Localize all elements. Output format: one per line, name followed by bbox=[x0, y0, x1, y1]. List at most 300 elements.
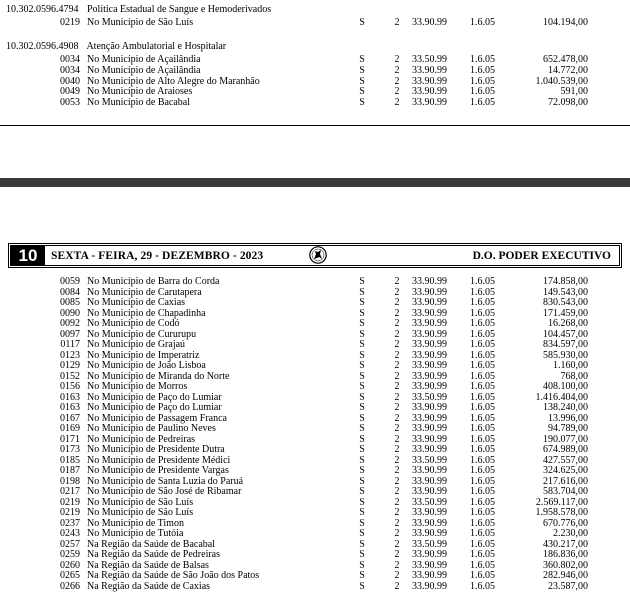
row-element: 33.90.99 bbox=[412, 580, 447, 592]
row-location: No Município de Presidente Médici bbox=[87, 454, 231, 466]
row-location: No Município de São Luís bbox=[87, 507, 194, 518]
row-location: No Município de Tutóia bbox=[87, 528, 184, 539]
row-value: 1.958.578,00 bbox=[535, 507, 588, 518]
program-heading bbox=[6, 4, 277, 16]
row-code: 0059 bbox=[60, 276, 80, 287]
row-location: No Município de Presidente Dutra bbox=[87, 444, 225, 455]
row-sphere: S bbox=[359, 517, 365, 529]
row-sphere: S bbox=[359, 64, 365, 76]
table-row bbox=[0, 98, 630, 108]
row-group: 2 bbox=[394, 475, 400, 487]
row-value: 282.946,00 bbox=[543, 570, 588, 581]
row-sphere: S bbox=[359, 454, 365, 466]
row-element: 33.90.99 bbox=[412, 475, 447, 487]
row-location: No Município de Pedreiras bbox=[87, 433, 196, 445]
row-sphere: S bbox=[359, 370, 365, 382]
row-source: 1.6.05 bbox=[470, 507, 495, 518]
row-group: 2 bbox=[394, 64, 400, 76]
row-group: 2 bbox=[394, 496, 400, 508]
row-code: 0123 bbox=[60, 349, 80, 361]
row-source: 1.6.05 bbox=[470, 454, 495, 466]
row-location: No Município de Araioses bbox=[87, 86, 193, 98]
row-location: No Município de São Luís bbox=[87, 496, 194, 508]
row-source: 1.6.05 bbox=[470, 370, 495, 382]
table-row bbox=[0, 277, 630, 287]
row-code: 0097 bbox=[60, 328, 80, 340]
row-source: 1.6.05 bbox=[470, 465, 495, 476]
row-code: 0260 bbox=[60, 559, 80, 571]
row-element: 33.90.99 bbox=[412, 370, 447, 382]
row-sphere: S bbox=[359, 412, 365, 424]
row-source: 1.6.05 bbox=[470, 423, 495, 434]
row-value: 13.996,00 bbox=[548, 412, 588, 424]
row-element: 33.50.99 bbox=[412, 54, 447, 65]
row-code: 0198 bbox=[60, 475, 80, 487]
table-row bbox=[0, 529, 630, 539]
row-location: Na Região da Saúde de Caxias bbox=[87, 580, 211, 592]
row-code: 0171 bbox=[60, 433, 80, 445]
row-source: 1.6.05 bbox=[470, 391, 495, 403]
row-source: 1.6.05 bbox=[470, 412, 495, 424]
table-row bbox=[0, 477, 630, 487]
row-code: 0092 bbox=[60, 318, 80, 329]
row-code: 0117 bbox=[60, 339, 80, 350]
row-code: 0053 bbox=[60, 97, 80, 109]
row-code: 0034 bbox=[60, 64, 80, 76]
row-code: 0187 bbox=[60, 465, 80, 476]
row-source: 1.6.05 bbox=[470, 54, 495, 65]
row-group: 2 bbox=[394, 423, 400, 434]
row-code: 0237 bbox=[60, 517, 80, 529]
row-location: No Município de João Lisboa bbox=[87, 360, 206, 371]
row-code: 0034 bbox=[60, 54, 80, 65]
table-row bbox=[0, 456, 630, 466]
row-code: 0156 bbox=[60, 381, 80, 392]
row-element: 33.90.99 bbox=[412, 423, 447, 434]
row-group: 2 bbox=[394, 507, 400, 518]
row-sphere: S bbox=[359, 465, 365, 476]
row-source: 1.6.05 bbox=[470, 433, 495, 445]
row-value: 2.569.117,00 bbox=[535, 496, 588, 508]
row-group: 2 bbox=[394, 580, 400, 592]
row-element: 33.90.99 bbox=[412, 276, 447, 287]
row-sphere: S bbox=[359, 402, 365, 413]
program-title: Atenção Ambulatorial e Hospitalar bbox=[86, 41, 227, 52]
row-location: No Município de Presidente Vargas bbox=[87, 465, 229, 476]
row-value: 174.858,00 bbox=[543, 276, 588, 287]
row-sphere: S bbox=[359, 349, 365, 361]
row-source: 1.6.05 bbox=[470, 360, 495, 371]
row-element: 33.90.99 bbox=[412, 570, 447, 581]
table-row bbox=[0, 319, 630, 329]
row-element: 33.50.99 bbox=[412, 391, 447, 403]
row-source: 1.6.05 bbox=[470, 297, 495, 308]
row-location: No Município de Passagem Franca bbox=[87, 412, 227, 424]
page-number: 10 bbox=[11, 246, 45, 265]
table-row bbox=[0, 288, 630, 298]
row-sphere: S bbox=[359, 475, 365, 487]
row-value: 23.587,00 bbox=[548, 580, 588, 592]
row-element: 33.90.99 bbox=[412, 64, 447, 76]
row-code: 0152 bbox=[60, 370, 80, 382]
row-code: 0219 bbox=[60, 507, 80, 518]
row-element: 33.90.99 bbox=[412, 517, 447, 529]
row-code: 0243 bbox=[60, 528, 80, 539]
row-sphere: S bbox=[359, 318, 365, 329]
row-code: 0217 bbox=[60, 486, 80, 497]
row-source: 1.6.05 bbox=[470, 559, 495, 571]
row-value: 1.160,00 bbox=[553, 360, 588, 371]
row-source: 1.6.05 bbox=[470, 318, 495, 329]
table-row bbox=[0, 487, 630, 497]
row-source: 1.6.05 bbox=[470, 97, 495, 109]
row-element: 33.90.99 bbox=[412, 444, 447, 455]
row-group: 2 bbox=[394, 318, 400, 329]
row-value: 190.077,00 bbox=[543, 433, 588, 445]
row-group: 2 bbox=[394, 349, 400, 361]
table-row bbox=[0, 435, 630, 445]
row-sphere: S bbox=[359, 559, 365, 571]
row-sphere: S bbox=[359, 328, 365, 340]
row-group: 2 bbox=[394, 559, 400, 571]
row-group: 2 bbox=[394, 370, 400, 382]
row-code: 0129 bbox=[60, 360, 80, 371]
table-row bbox=[0, 466, 630, 476]
row-element: 33.90.99 bbox=[412, 412, 447, 424]
row-value: 94.789,00 bbox=[548, 423, 588, 434]
row-location: No Município de São Luís bbox=[87, 17, 194, 28]
row-group: 2 bbox=[394, 75, 400, 87]
row-value: 408.100,00 bbox=[543, 381, 588, 392]
row-source: 1.6.05 bbox=[470, 328, 495, 340]
row-value: 768,00 bbox=[560, 370, 588, 382]
row-element: 33.90.99 bbox=[412, 465, 447, 476]
row-sphere: S bbox=[359, 381, 365, 392]
row-sphere: S bbox=[359, 286, 365, 298]
row-value: 674.989,00 bbox=[543, 444, 588, 455]
row-group: 2 bbox=[394, 570, 400, 581]
row-group: 2 bbox=[394, 381, 400, 392]
row-group: 2 bbox=[394, 433, 400, 445]
row-code: 0266 bbox=[60, 580, 80, 592]
row-group: 2 bbox=[394, 339, 400, 350]
row-location: No Município de Timon bbox=[87, 517, 184, 529]
row-element: 33.90.99 bbox=[412, 433, 447, 445]
table-row bbox=[0, 519, 630, 529]
row-source: 1.6.05 bbox=[470, 549, 495, 560]
row-code: 0173 bbox=[60, 444, 80, 455]
row-code: 0167 bbox=[60, 412, 80, 424]
program-code: 10.302.0596.4908 bbox=[6, 41, 79, 52]
row-source: 1.6.05 bbox=[470, 528, 495, 539]
table-row bbox=[0, 55, 630, 65]
row-element: 33.50.99 bbox=[412, 454, 447, 466]
row-sphere: S bbox=[359, 54, 365, 65]
row-value: 186.836,00 bbox=[543, 549, 588, 560]
row-location: No Município de Alto Alegre do Maranhão bbox=[87, 75, 260, 87]
row-location: No Município de Grajaú bbox=[87, 339, 186, 350]
row-group: 2 bbox=[394, 276, 400, 287]
row-value: 583.704,00 bbox=[543, 486, 588, 497]
table-row bbox=[0, 372, 630, 382]
row-group: 2 bbox=[394, 297, 400, 308]
row-location: Na Região da Saúde de Bacabal bbox=[87, 538, 216, 550]
row-location: No Município de Imperatriz bbox=[87, 349, 200, 361]
row-group: 2 bbox=[394, 97, 400, 109]
row-element: 33.90.99 bbox=[412, 349, 447, 361]
row-sphere: S bbox=[359, 75, 365, 87]
row-code: 0219 bbox=[60, 496, 80, 508]
row-element: 33.90.99 bbox=[412, 297, 447, 308]
row-element: 33.90.99 bbox=[412, 17, 447, 28]
row-sphere: S bbox=[359, 486, 365, 497]
row-sphere: S bbox=[359, 570, 365, 581]
row-group: 2 bbox=[394, 360, 400, 371]
row-value: 670.776,00 bbox=[543, 517, 588, 529]
row-source: 1.6.05 bbox=[470, 444, 495, 455]
table-row bbox=[0, 498, 630, 508]
table-row bbox=[0, 382, 630, 392]
row-source: 1.6.05 bbox=[470, 64, 495, 76]
row-group: 2 bbox=[394, 391, 400, 403]
row-code: 0163 bbox=[60, 391, 80, 403]
row-source: 1.6.05 bbox=[470, 349, 495, 361]
row-value: 171.459,00 bbox=[543, 307, 588, 319]
row-location: No Município de Caxias bbox=[87, 297, 186, 308]
row-code: 0219 bbox=[60, 17, 80, 28]
row-group: 2 bbox=[394, 86, 400, 98]
row-group: 2 bbox=[394, 412, 400, 424]
row-value: 834.597,00 bbox=[543, 339, 588, 350]
row-value: 360.802,00 bbox=[543, 559, 588, 571]
program-code: 10.302.0596.4794 bbox=[6, 4, 79, 15]
row-location: No Município de Açailândia bbox=[87, 54, 201, 65]
row-element: 33.90.99 bbox=[412, 318, 447, 329]
row-value: 104.457,00 bbox=[543, 328, 588, 340]
row-element: 33.90.99 bbox=[412, 381, 447, 392]
row-element: 33.90.99 bbox=[412, 402, 447, 413]
row-value: 104.194,00 bbox=[543, 17, 588, 28]
row-source: 1.6.05 bbox=[470, 496, 495, 508]
row-element: 33.50.99 bbox=[412, 538, 447, 550]
table-row bbox=[0, 403, 630, 413]
row-source: 1.6.05 bbox=[470, 570, 495, 581]
row-source: 1.6.05 bbox=[470, 580, 495, 592]
row-sphere: S bbox=[359, 444, 365, 455]
row-element: 33.90.99 bbox=[412, 549, 447, 560]
row-sphere: S bbox=[359, 307, 365, 319]
row-location: No Município de Paulino Neves bbox=[87, 423, 216, 434]
table-row bbox=[0, 561, 630, 571]
row-value: 217.616,00 bbox=[543, 475, 588, 487]
row-location: No Município de Miranda do Norte bbox=[87, 370, 230, 382]
row-element: 33.90.99 bbox=[412, 339, 447, 350]
row-location: Na Região da Saúde de São João dos Patos bbox=[87, 570, 260, 581]
row-value: 16.268,00 bbox=[548, 318, 588, 329]
row-value: 149.543,00 bbox=[543, 286, 588, 298]
table-row bbox=[0, 87, 630, 97]
row-source: 1.6.05 bbox=[470, 75, 495, 87]
row-sphere: S bbox=[359, 507, 365, 518]
row-location: No Município de Paço do Lumiar bbox=[87, 391, 222, 403]
row-group: 2 bbox=[394, 328, 400, 340]
row-code: 0163 bbox=[60, 402, 80, 413]
row-element: 33.90.99 bbox=[412, 286, 447, 298]
row-sphere: S bbox=[359, 339, 365, 350]
row-group: 2 bbox=[394, 444, 400, 455]
row-code: 0259 bbox=[60, 549, 80, 560]
row-location: No Município de Morros bbox=[87, 381, 188, 392]
row-group: 2 bbox=[394, 307, 400, 319]
row-value: 2.230,00 bbox=[553, 528, 588, 539]
program-title: Política Estadual de Sangue e Hemoderivados bbox=[87, 4, 272, 15]
row-source: 1.6.05 bbox=[470, 86, 495, 98]
row-code: 0090 bbox=[60, 307, 80, 319]
row-code: 0185 bbox=[60, 454, 80, 466]
row-location: No Município de Carutapera bbox=[87, 286, 202, 298]
row-location: No Município de Paço do Lumiar bbox=[87, 402, 222, 413]
row-sphere: S bbox=[359, 86, 365, 98]
row-element: 33.90.99 bbox=[412, 75, 447, 87]
table-row bbox=[0, 351, 630, 361]
row-sphere: S bbox=[359, 538, 365, 550]
row-code: 0084 bbox=[60, 286, 80, 298]
table-row bbox=[0, 77, 630, 87]
row-sphere: S bbox=[359, 276, 365, 287]
row-element: 33.50.99 bbox=[412, 496, 447, 508]
row-group: 2 bbox=[394, 465, 400, 476]
table-row bbox=[0, 309, 630, 319]
row-group: 2 bbox=[394, 17, 400, 28]
row-value: 652.478,00 bbox=[543, 54, 588, 65]
row-sphere: S bbox=[359, 433, 365, 445]
row-code: 0265 bbox=[60, 570, 80, 581]
table-row bbox=[0, 424, 630, 434]
row-group: 2 bbox=[394, 54, 400, 65]
row-group: 2 bbox=[394, 286, 400, 298]
row-code: 0169 bbox=[60, 423, 80, 434]
row-element: 33.90.99 bbox=[412, 307, 447, 319]
table-row bbox=[0, 298, 630, 308]
row-location: No Município de Santa Luzia do Paruá bbox=[87, 475, 244, 487]
row-element: 33.90.99 bbox=[412, 97, 447, 109]
row-location: No Município de Bacabal bbox=[87, 97, 191, 109]
row-value: 1.416.404,00 bbox=[535, 391, 588, 403]
row-value: 427.557,00 bbox=[543, 454, 588, 466]
row-source: 1.6.05 bbox=[470, 381, 495, 392]
row-value: 585.930,00 bbox=[543, 349, 588, 361]
table-row bbox=[0, 445, 630, 455]
row-source: 1.6.05 bbox=[470, 339, 495, 350]
row-group: 2 bbox=[394, 402, 400, 413]
row-source: 1.6.05 bbox=[470, 402, 495, 413]
row-source: 1.6.05 bbox=[470, 475, 495, 487]
section-divider bbox=[0, 125, 630, 126]
row-code: 0085 bbox=[60, 297, 80, 308]
row-code: 0049 bbox=[60, 86, 80, 98]
row-sphere: S bbox=[359, 580, 365, 592]
row-group: 2 bbox=[394, 454, 400, 466]
row-value: 1.040.539,00 bbox=[535, 75, 588, 87]
table-row bbox=[0, 550, 630, 560]
row-source: 1.6.05 bbox=[470, 538, 495, 550]
table-row bbox=[0, 508, 630, 518]
row-source: 1.6.05 bbox=[470, 486, 495, 497]
row-group: 2 bbox=[394, 549, 400, 560]
row-location: No Município de Chapadinha bbox=[87, 307, 206, 319]
row-value: 72.098,00 bbox=[548, 97, 588, 109]
table-row bbox=[0, 571, 630, 581]
row-source: 1.6.05 bbox=[470, 276, 495, 287]
row-value: 830.543,00 bbox=[543, 297, 588, 308]
row-sphere: S bbox=[359, 360, 365, 371]
row-location: Na Região da Saúde de Pedreiras bbox=[87, 549, 221, 560]
row-value: 591,00 bbox=[560, 86, 588, 98]
row-source: 1.6.05 bbox=[470, 17, 495, 28]
row-value: 430.217,00 bbox=[543, 538, 588, 550]
table-row bbox=[0, 361, 630, 371]
row-sphere: S bbox=[359, 423, 365, 434]
table-row bbox=[0, 540, 630, 550]
row-element: 33.90.99 bbox=[412, 86, 447, 98]
row-code: 0257 bbox=[60, 538, 80, 550]
table-row bbox=[0, 414, 630, 424]
row-location: No Município de Açailândia bbox=[87, 64, 201, 76]
row-value: 324.625,00 bbox=[543, 465, 588, 476]
row-sphere: S bbox=[359, 391, 365, 403]
row-location: No Município de Codó bbox=[87, 318, 180, 329]
row-source: 1.6.05 bbox=[470, 517, 495, 529]
table-row bbox=[0, 66, 630, 76]
row-source: 1.6.05 bbox=[470, 286, 495, 298]
row-element: 33.90.99 bbox=[412, 486, 447, 497]
row-sphere: S bbox=[359, 549, 365, 560]
row-value: 14.772,00 bbox=[548, 64, 588, 76]
coat-of-arms-icon bbox=[309, 246, 327, 264]
row-group: 2 bbox=[394, 538, 400, 550]
row-location: No Município de Barra do Corda bbox=[87, 276, 220, 287]
page-break-bar bbox=[0, 178, 630, 187]
row-element: 33.90.99 bbox=[412, 507, 447, 518]
row-element: 33.90.99 bbox=[412, 328, 447, 340]
table-row bbox=[0, 393, 630, 403]
program-heading bbox=[6, 41, 232, 53]
publication-name: D.O. PODER EXECUTIVO bbox=[472, 249, 611, 262]
row-location: Na Região da Saúde de Balsas bbox=[87, 559, 209, 571]
row-element: 33.90.99 bbox=[412, 360, 447, 371]
row-sphere: S bbox=[359, 297, 365, 308]
row-sphere: S bbox=[359, 97, 365, 109]
row-code: 0040 bbox=[60, 75, 80, 87]
row-sphere: S bbox=[359, 496, 365, 508]
row-location: No Município de Cururupu bbox=[87, 328, 197, 340]
row-sphere: S bbox=[359, 17, 365, 28]
row-element: 33.90.99 bbox=[412, 559, 447, 571]
row-sphere: S bbox=[359, 528, 365, 539]
page-header bbox=[8, 243, 622, 268]
row-element: 33.90.99 bbox=[412, 528, 447, 539]
table-row bbox=[0, 18, 630, 28]
row-group: 2 bbox=[394, 528, 400, 539]
table-row bbox=[0, 330, 630, 340]
table-row bbox=[0, 340, 630, 350]
row-source: 1.6.05 bbox=[470, 307, 495, 319]
row-group: 2 bbox=[394, 486, 400, 497]
header-date: SEXTA - FEIRA, 29 - DEZEMBRO - 2023 bbox=[51, 249, 264, 262]
table-row bbox=[0, 582, 630, 592]
row-group: 2 bbox=[394, 517, 400, 529]
row-location: No Município de São José de Ribamar bbox=[87, 486, 242, 497]
